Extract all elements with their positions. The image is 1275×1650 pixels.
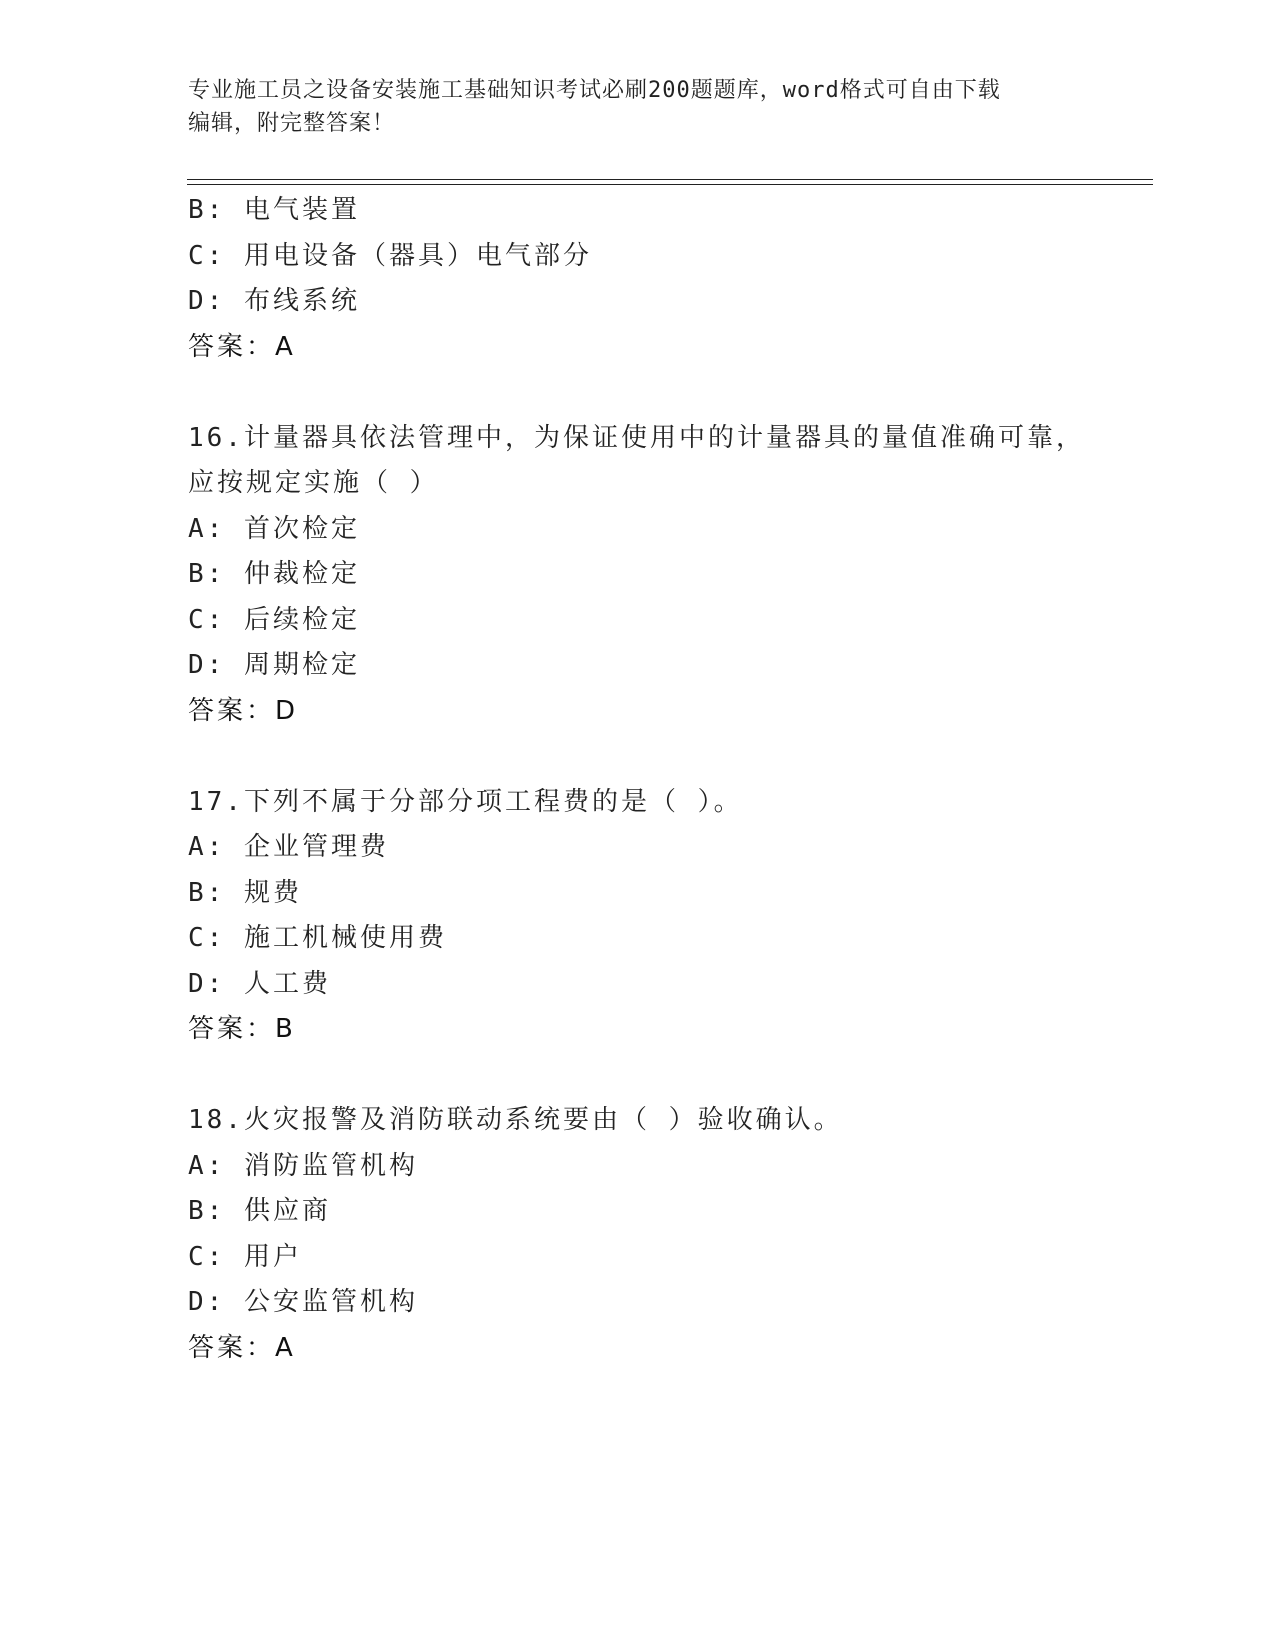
header-title-line-2: 编辑，附完整答案！ [188, 111, 396, 136]
question-list [188, 188, 1108, 1371]
question-block-16 [188, 416, 1108, 735]
option-d: D: 布线系统 [188, 286, 360, 316]
header-divider-top [187, 179, 1153, 180]
answer-line: 答案：A [188, 331, 296, 362]
spacer [188, 734, 1108, 780]
question-text: 16.计量器具依法管理中，为保证使用中的计量器具的量值准确可靠， [188, 422, 1085, 453]
option-c: C: 用电设备（器具）电气部分 [188, 240, 592, 271]
answer-line: 答案：A [188, 1332, 296, 1363]
question-block-17 [188, 780, 1108, 1053]
option-a: A: 消防监管机构 [188, 1150, 418, 1181]
option-d: D: 公安监管机构 [188, 1287, 418, 1317]
question-text-cont: 应按规定实施（ ） [188, 468, 439, 498]
header-divider-bottom [187, 184, 1153, 185]
option-d: D: 人工费 [188, 968, 331, 999]
option-b: B: 电气装置 [188, 195, 360, 225]
header-title-line-1: 专业施工员之设备安装施工基础知识考试必刷200题题库，word格式可自由下载 [188, 78, 1001, 103]
spacer [188, 1053, 1108, 1099]
question-block-prev [188, 188, 1108, 370]
option-c: C: 后续检定 [188, 604, 360, 635]
option-a: A: 首次检定 [188, 513, 360, 544]
document-header [188, 74, 1068, 140]
option-b: B: 供应商 [188, 1196, 331, 1226]
option-c: C: 施工机械使用费 [188, 923, 447, 953]
answer-line: 答案：B [188, 1014, 296, 1044]
spacer [188, 370, 1108, 416]
question-text: 17.下列不属于分部分项工程费的是（ ）。 [188, 786, 743, 817]
answer-line: 答案：D [188, 695, 299, 726]
question-block-18 [188, 1098, 1108, 1371]
option-b: B: 仲裁检定 [188, 559, 360, 589]
option-c: C: 用户 [188, 1241, 302, 1272]
option-b: B: 规费 [188, 877, 302, 908]
question-text: 18.火灾报警及消防联动系统要由（ ）验收确认。 [188, 1105, 843, 1135]
option-a: A: 企业管理费 [188, 832, 389, 862]
option-d: D: 周期检定 [188, 650, 360, 680]
